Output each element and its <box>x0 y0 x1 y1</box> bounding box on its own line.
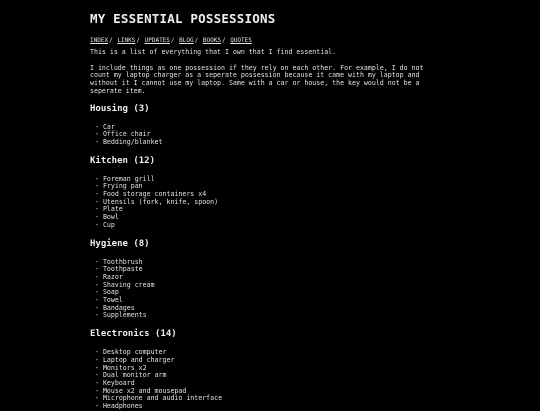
list-item: - Toothbrush <box>95 259 440 267</box>
nav-separator: / <box>170 37 175 44</box>
list-item: - Car <box>95 124 440 132</box>
intro-paragraph: This is a list of everything that I own that I find essential. <box>90 48 337 56</box>
possession-section <box>90 104 440 147</box>
explanation-paragraph: I include things as one possession if they rely on each other. For example, I do not count my laptop charger as a seperate possession because it came with my laptop and without it I cannot use my laptop. Same with a car or house, the key would not be a seperate item. <box>90 63 424 95</box>
page-content <box>90 11 440 411</box>
section-heading: Electronics (14) <box>90 329 177 340</box>
list-item: - Frying pan <box>95 183 440 191</box>
possession-list <box>90 349 440 411</box>
list-item: - Foreman grill <box>95 176 440 184</box>
list-item: - Towel <box>95 297 440 305</box>
top-nav <box>90 37 440 45</box>
section-heading: Kitchen (12) <box>90 155 156 166</box>
possession-list <box>90 176 440 230</box>
list-item: - Mouse x2 and mousepad <box>95 388 440 396</box>
nav-separator: / <box>221 37 226 44</box>
list-item: - Supplements <box>95 312 440 320</box>
list-item: - Bedding/blanket <box>95 139 440 147</box>
nav-separator: / <box>109 37 113 44</box>
list-item: - Utensils (fork, knife, spoon) <box>95 199 440 207</box>
list-item: - Dual monitor arm <box>95 372 440 380</box>
list-item: - Razor <box>95 274 440 282</box>
possession-section <box>90 329 440 411</box>
list-item: - Soap <box>95 289 440 297</box>
list-item: - Microphone and audio interface <box>95 395 440 403</box>
list-item: - Office chair <box>95 131 440 139</box>
list-item: - Monitors x2 <box>95 365 440 373</box>
nav-link-updates[interactable]: UPDATES <box>144 37 170 44</box>
list-item: - Desktop computer <box>95 349 440 357</box>
nav-link-blog[interactable]: BLOG <box>179 37 194 44</box>
nav-separator: / <box>136 37 140 44</box>
possession-list <box>90 124 440 147</box>
possession-section <box>90 239 440 321</box>
list-item: - Shaving cream <box>95 282 440 290</box>
page-title: MY ESSENTIAL POSSESSIONS <box>90 11 276 26</box>
list-item: - Laptop and charger <box>95 357 440 365</box>
section-heading: Hygiene (8) <box>90 238 150 249</box>
list-item: - Bowl <box>95 214 440 222</box>
nav-link-links[interactable]: LINKS <box>117 37 136 44</box>
possession-section <box>90 156 440 230</box>
section-heading: Housing (3) <box>90 103 150 114</box>
possession-sections <box>90 104 440 411</box>
nav-separator: / <box>194 37 199 44</box>
possession-list <box>90 259 440 321</box>
list-item: - Plate <box>95 206 440 214</box>
nav-link-quotes[interactable]: QUOTES <box>230 37 252 44</box>
list-item: - Food storage containers x4 <box>95 191 440 199</box>
nav-link-books[interactable]: BOOKS <box>202 37 221 44</box>
list-item: - Bandages <box>95 305 440 313</box>
nav-link-index[interactable]: INDEX <box>90 37 109 44</box>
list-item: - Headphones <box>95 403 440 411</box>
list-item: - Keyboard <box>95 380 440 388</box>
list-item: - Toothpaste <box>95 266 440 274</box>
list-item: - Cup <box>95 222 440 230</box>
